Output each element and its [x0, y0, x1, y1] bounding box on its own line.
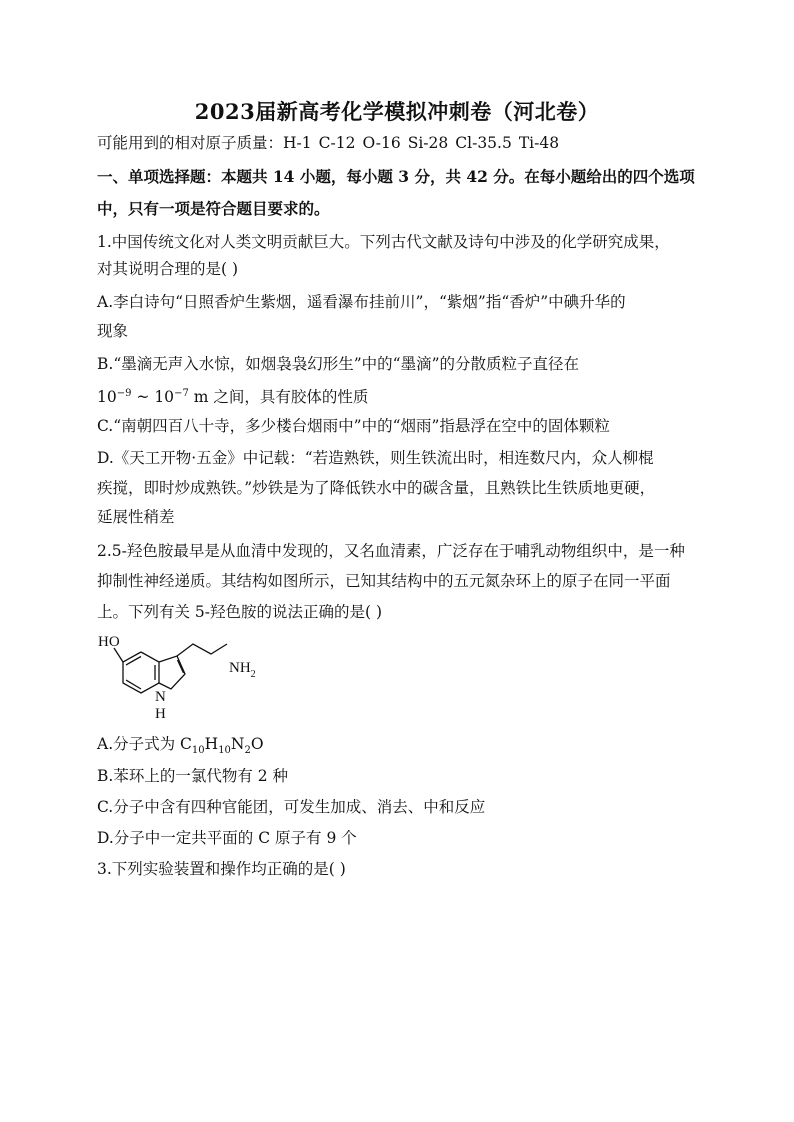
range-exponent: −9: [116, 388, 132, 399]
atomic-mass-label: 可能用到的相对原子质量：: [97, 134, 284, 152]
q1-option-d-line: 延展性稍差: [97, 508, 175, 526]
q1-option-b-line: B.“墨滴无声入水惊，如烟袅袅幻形生”中的“墨滴”的分散质粒子直径在: [97, 355, 580, 373]
range-separator: ~ 10: [131, 388, 175, 407]
q2-option-c-line: C.分子中含有四种官能团，可发生加成、消去、中和反应: [97, 798, 486, 816]
formula-subscript: 2: [244, 745, 251, 757]
q1-option-a-line: A.李白诗句“日照香炉生紫烟，遥看瀑布挂前川”，“紫烟”指“香炉”中碘升华的: [97, 293, 626, 311]
atomic-mass-item: C-12: [318, 134, 356, 152]
range-base: 10: [97, 388, 117, 407]
range-exponent: −7: [174, 388, 189, 399]
q3-stem-line: 3.下列实验装置和操作均正确的是( ): [97, 860, 346, 878]
q2-stem-line: 抑制性神经递质。其结构如图所示，已知其结构中的五元氮杂环上的原子在同一平面: [97, 572, 671, 590]
q2-option-d-line: D.分子中一定共平面的 C 原子有 9 个: [97, 829, 357, 847]
q1-option-b-range-line: [97, 383, 368, 408]
atomic-mass-item: Si-28: [407, 134, 449, 152]
formula-prefix: A.分子式为 C: [97, 735, 192, 753]
formula-subscript: 10: [191, 745, 205, 757]
formula-element: N: [230, 735, 245, 753]
formula-element: O: [250, 735, 264, 753]
q1-option-c-line: C.“南朝四百八十寺，多少楼台烟雨中”中的“烟雨”指悬浮在空中的固体颗粒: [97, 417, 610, 435]
q1-stem-line: 对其说明合理的是( ): [97, 260, 239, 278]
atomic-mass-line: [97, 132, 566, 154]
structure-bonds: [114, 644, 227, 693]
formula-subscript: 10: [218, 745, 231, 757]
range-tail: m 之间，具有胶体的性质: [188, 388, 369, 407]
atomic-mass-item: O-16: [362, 134, 401, 152]
q2-option-a-line: [97, 733, 264, 762]
nh2-label: $NH_2$: [229, 660, 256, 680]
n-label: N: [155, 689, 166, 705]
q1-option-d-line: 疾搅，即时炒成熟铁。”炒铁是为了降低铁水中的碳含量，且熟铁比生铁质地更硬，: [97, 479, 656, 497]
atomic-mass-item: Cl-35.5: [455, 134, 512, 152]
h-label: H: [155, 706, 166, 722]
ho-label: HO: [98, 634, 120, 650]
page-title: 2023届新高考化学模拟冲刺卷（河北卷）: [194, 99, 600, 124]
q1-option-d-line: D.《天工开物·五金》中记载：“若造熟铁，则生铁流出时，相连数尺内，众人柳棍: [97, 449, 654, 467]
q2-option-b-line: B.苯环上的一氯代物有 2 种: [97, 767, 289, 785]
q2-stem-line: 上。下列有关 5-羟色胺的说法正确的是( ): [97, 603, 383, 621]
formula-element: H: [204, 735, 219, 753]
q1-stem-line: 1.中国传统文化对人类文明贡献巨大。下列古代文献及诗句中涉及的化学研究成果，: [97, 233, 670, 251]
section-heading-line: 一、单项选择题：本题共 14 小题，每小题 3 分，共 42 分。在每小题给出的四个选项: [97, 167, 695, 186]
section-heading-line: 中，只有一项是符合题目要求的。: [97, 199, 330, 218]
q2-stem-line: 2.5-羟色胺最早是从血清中发现的，又名血清素，广泛存在于哺乳动物组织中，是一种: [97, 542, 685, 560]
atomic-mass-item: H-1: [283, 134, 312, 152]
q1-option-a-line: 现象: [97, 322, 129, 340]
atomic-mass-item: Ti-48: [518, 134, 560, 152]
serotonin-structure-diagram: [97, 630, 267, 722]
